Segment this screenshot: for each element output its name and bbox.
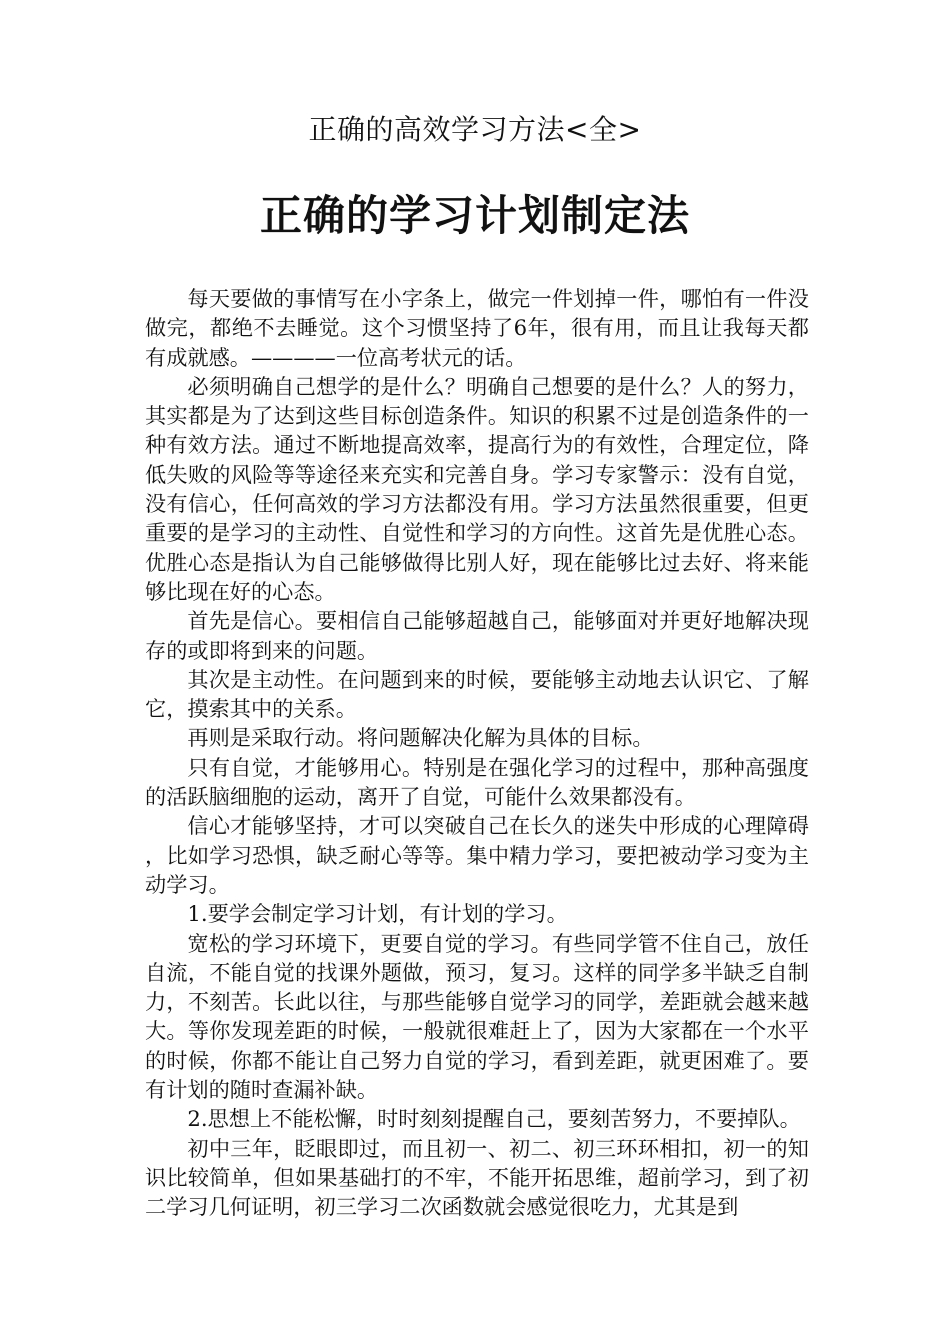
document-body <box>145 284 809 1222</box>
paragraph: 初中三年，眨眼即过，而且初一、初二、初三环环相扣，初一的知识比较简单，但如果基础打的不牢，不能开拓思维，超前学习，到了初二学习几何证明，初三学习二次函数就会感觉很吃力，尤其是到 <box>145 1135 809 1220</box>
paragraph: 必须明确自己想学的是什么？明确自己想要的是什么？人的努力，其实都是为了达到这些目标创造条件。知识的积累不过是创造条件的一种有效方法。通过不断地提高效率，提高行为的有效性，合理定位，降低失败的风险等等途径来充实和完善自身。学习专家警示：没有自觉，没有信心，任何高效的学习方法都没有用。学习方法虽然很重要，但更重要的是学习的主动性、自觉性和学习的方向性。这首先是优胜心态。优胜心态是指认为自己能够做得比别人好，现在能够比过去好、将来能够比现在好的心态。 <box>145 373 809 604</box>
document-title: 正确的高效学习方法<全> <box>308 113 642 146</box>
paragraph: 每天要做的事情写在小字条上，做完一件划掉一件，哪怕有一件没做完，都绝不去睡觉。这个习惯坚持了6年，很有用，而且让我每天都有成就感。————一位高考状元的话。 <box>145 286 809 370</box>
list-item: 2.思想上不能松懈，时时刻刻提醒自己，要刻苦努力，不要掉队。 <box>187 1106 801 1132</box>
list-item: 1.要学会制定学习计划，有计划的学习。 <box>187 901 568 927</box>
paragraph: 只有自觉，才能够用心。特别是在强化学习的过程中，那种高强度的活跃脑细胞的运动，离开了自觉，可能什么效果都没有。 <box>145 754 809 810</box>
paragraph: 其次是主动性。在问题到来的时候，要能够主动地去认识它、了解它，摸索其中的关系。 <box>145 666 809 722</box>
paragraph: 首先是信心。要相信自己能够超越自己，能够面对并更好地解决现存的或即将到来的问题。 <box>145 608 809 663</box>
paragraph: 再则是采取行动。将问题解决化解为具体的目标。 <box>187 725 654 751</box>
section-heading: 正确的学习计划制定法 <box>259 191 690 240</box>
paragraph: 信心才能够坚持，才可以突破自己在长久的迷失中形成的心理障碍，比如学习恐惧，缺乏耐心等等。集中精力学习，要把被动学习变为主动学习。 <box>145 813 809 897</box>
paragraph: 宽松的学习环境下，更要自觉的学习。有些同学管不住自己，放任自流，不能自觉的找课外题做，预习，复习。这样的同学多半缺乏自制力，不刻苦。长此以往，与那些能够自觉学习的同学，差距就会越来越大。等你发现差距的时候，一般就很难赶上了，因为大家都在一个水平的时候，你都不能让自己努力自觉的学习，看到差距，就更困难了。要有计划的随时查漏补缺。 <box>145 930 809 1103</box>
